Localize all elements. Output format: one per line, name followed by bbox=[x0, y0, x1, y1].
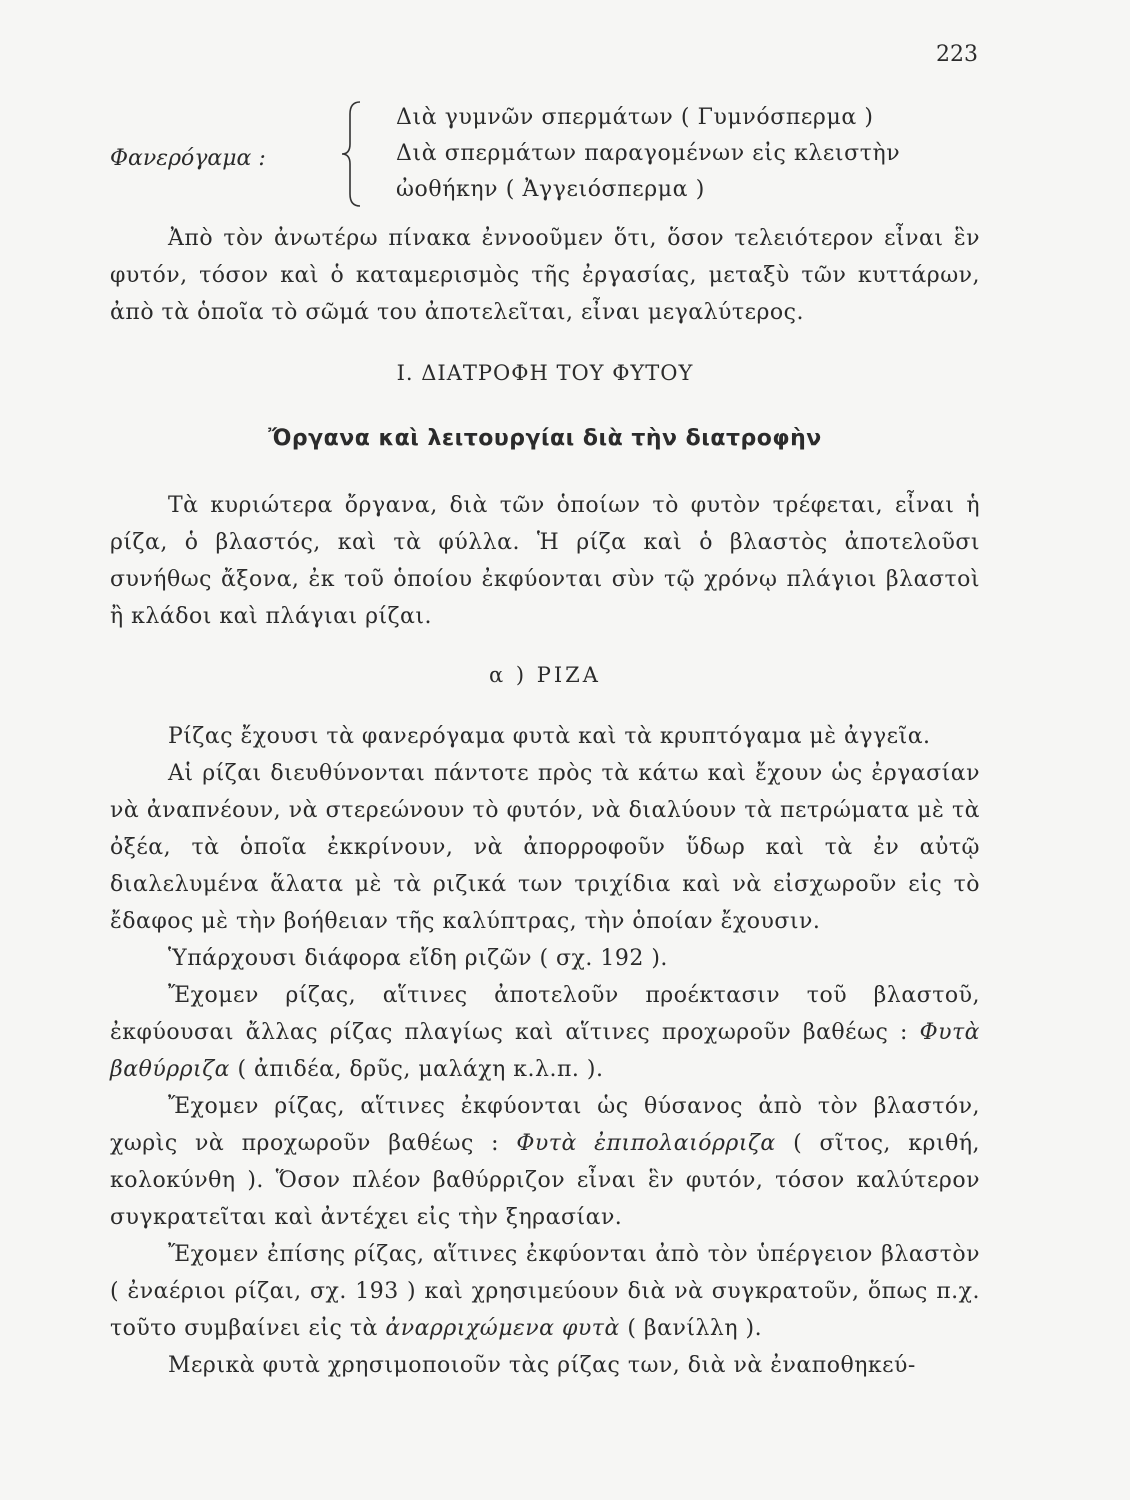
page-number: 223 bbox=[936, 42, 978, 67]
paragraph-text: Ἔχομεν ρίζας, αἵτινες ἐκφύονται ὡς θύσανος ἀπὸ τὸν βλαστόν, χωρὶς νὰ προχωροῦν βαθέως : bbox=[110, 1094, 980, 1156]
root-paragraph-7: Μερικὰ φυτὰ χρησιμοποιοῦν τὰς ρίζας των, διὰ νὰ ἐναποθηκεύ- bbox=[168, 1353, 916, 1378]
curly-brace-icon bbox=[338, 100, 368, 208]
subheading: Ὄργανα καὶ λειτουργίαι διὰ τὴν διατροφὴν bbox=[268, 426, 822, 451]
body-text bbox=[110, 220, 980, 1384]
root-paragraph-5 bbox=[110, 1088, 980, 1236]
classification-label: Φανερόγαμα : bbox=[110, 146, 266, 171]
paragraph-text: ( βανίλλη ). bbox=[619, 1316, 763, 1341]
classification-lines bbox=[396, 100, 900, 208]
italic-term: Φυτὰ ἐπιπολαιόρριζα bbox=[516, 1131, 776, 1156]
italic-term: Φυτὰ βαθύρριζα bbox=[110, 1020, 980, 1082]
paragraph-text: Ἔχομεν ἐπίσης ρίζας, αἵτινες ἐκφύονται ἀπὸ τὸν ὑπέργειον βλαστὸν ( ἐναέριοι ρίζαι, σχ. 193 ) καὶ χρησιμεύουν διὰ νὰ συγκρατοῦν, ὅπως π.χ. τοῦτο συμβαίνει εἰς τὰ bbox=[110, 1242, 980, 1341]
intro-paragraph: Ἀπὸ τὸν ἀνωτέρω πίνακα ἐννοοῦμεν ὅτι, ὅσον τελειότερον εἶναι ἓν φυτόν, τόσον καὶ ὁ καταμερισμὸς τῆς ἐργασίας, μεταξὺ τῶν κυττάρων, ἀπὸ τὰ ὁποῖα τὸ σῶμά του ἀποτελεῖται, εἶναι μεγαλύτερος. bbox=[110, 226, 980, 325]
paragraph-text: ( σῖτος, κριθή, κολοκύνθη ). Ὅσον πλέον βαθύρριζον εἶναι ἓν φυτόν, τόσον καλύτερον συγκρατεῖται καὶ ἀντέχει εἰς τὴν ξηρασίαν. bbox=[110, 1131, 980, 1230]
classification-block bbox=[110, 100, 1010, 210]
paragraph-text: ( ἀπιδέα, δρῦς, μαλάχη κ.λ.π. ). bbox=[229, 1057, 604, 1082]
italic-term: ἀναρριχώμενα φυτὰ bbox=[385, 1316, 620, 1341]
root-paragraph-3: Ὑπάρχουσι διάφορα εἴδη ριζῶν ( σχ. 192 ). bbox=[168, 946, 668, 971]
root-paragraph-1: Ρίζας ἔχουσι τὰ φανερόγαμα φυτὰ καὶ τὰ κρυπτόγαμα μὲ ἀγγεῖα. bbox=[168, 724, 931, 749]
classification-line: Διὰ σπερμάτων παραγομένων εἰς κλειστὴν bbox=[396, 141, 901, 166]
classification-line: ὠοθήκην ( Ἀγγειόσπερμα ) bbox=[396, 177, 705, 202]
root-paragraph-6 bbox=[110, 1236, 980, 1347]
root-paragraph-4 bbox=[110, 977, 980, 1088]
root-heading: α ) ΡΙΖΑ bbox=[489, 663, 601, 687]
paragraph-text: Ἔχομεν ρίζας, αἵτινες ἀποτελοῦν προέκτασιν τοῦ βλαστοῦ, ἐκφύουσαι ἄλλας ρίζας πλαγίως καὶ αἵτινες προχωροῦν βαθέως : bbox=[110, 983, 980, 1045]
root-paragraph-2: Αἱ ρίζαι διευθύνονται πάντοτε πρὸς τὰ κάτω καὶ ἔχουν ὡς ἐργασίαν νὰ ἀναπνέουν, νὰ στερεώνουν τὸ φυτόν, νὰ διαλύουν τὰ πετρώματα μὲ τὰ ὀξέα, τὰ ὁποῖα ἐκκρίνουν, νὰ ἀπορροφοῦν ὕδωρ καὶ τὰ ἐν αὐτῷ διαλελυμένα ἅλατα μὲ τὰ ριζικά των τριχίδια καὶ νὰ εἰσχωροῦν εἰς τὸ ἔδαφος μὲ τὴν βοήθειαν τῆς καλύπτρας, τὴν ὁποίαν ἔχουσιν. bbox=[110, 761, 980, 934]
organs-paragraph: Τὰ κυριώτερα ὄργανα, διὰ τῶν ὁποίων τὸ φυτὸν τρέφεται, εἶναι ἡ ρίζα, ὁ βλαστός, καὶ τὰ φύλλα. Ἡ ρίζα καὶ ὁ βλαστὸς ἀποτελοῦσι συνήθως ἄξονα, ἐκ τοῦ ὁποίου ἐκφύονται σὺν τῷ χρόνῳ πλάγιοι βλαστοὶ ἢ κλάδοι καὶ πλάγιαι ρίζαι. bbox=[110, 493, 980, 629]
section-heading: Ι. ΔΙΑΤΡΟΦΗ ΤΟΥ ΦΥΤΟΥ bbox=[396, 361, 694, 385]
classification-line: Διὰ γυμνῶν σπερμάτων ( Γυμνόσπερμα ) bbox=[396, 105, 874, 130]
